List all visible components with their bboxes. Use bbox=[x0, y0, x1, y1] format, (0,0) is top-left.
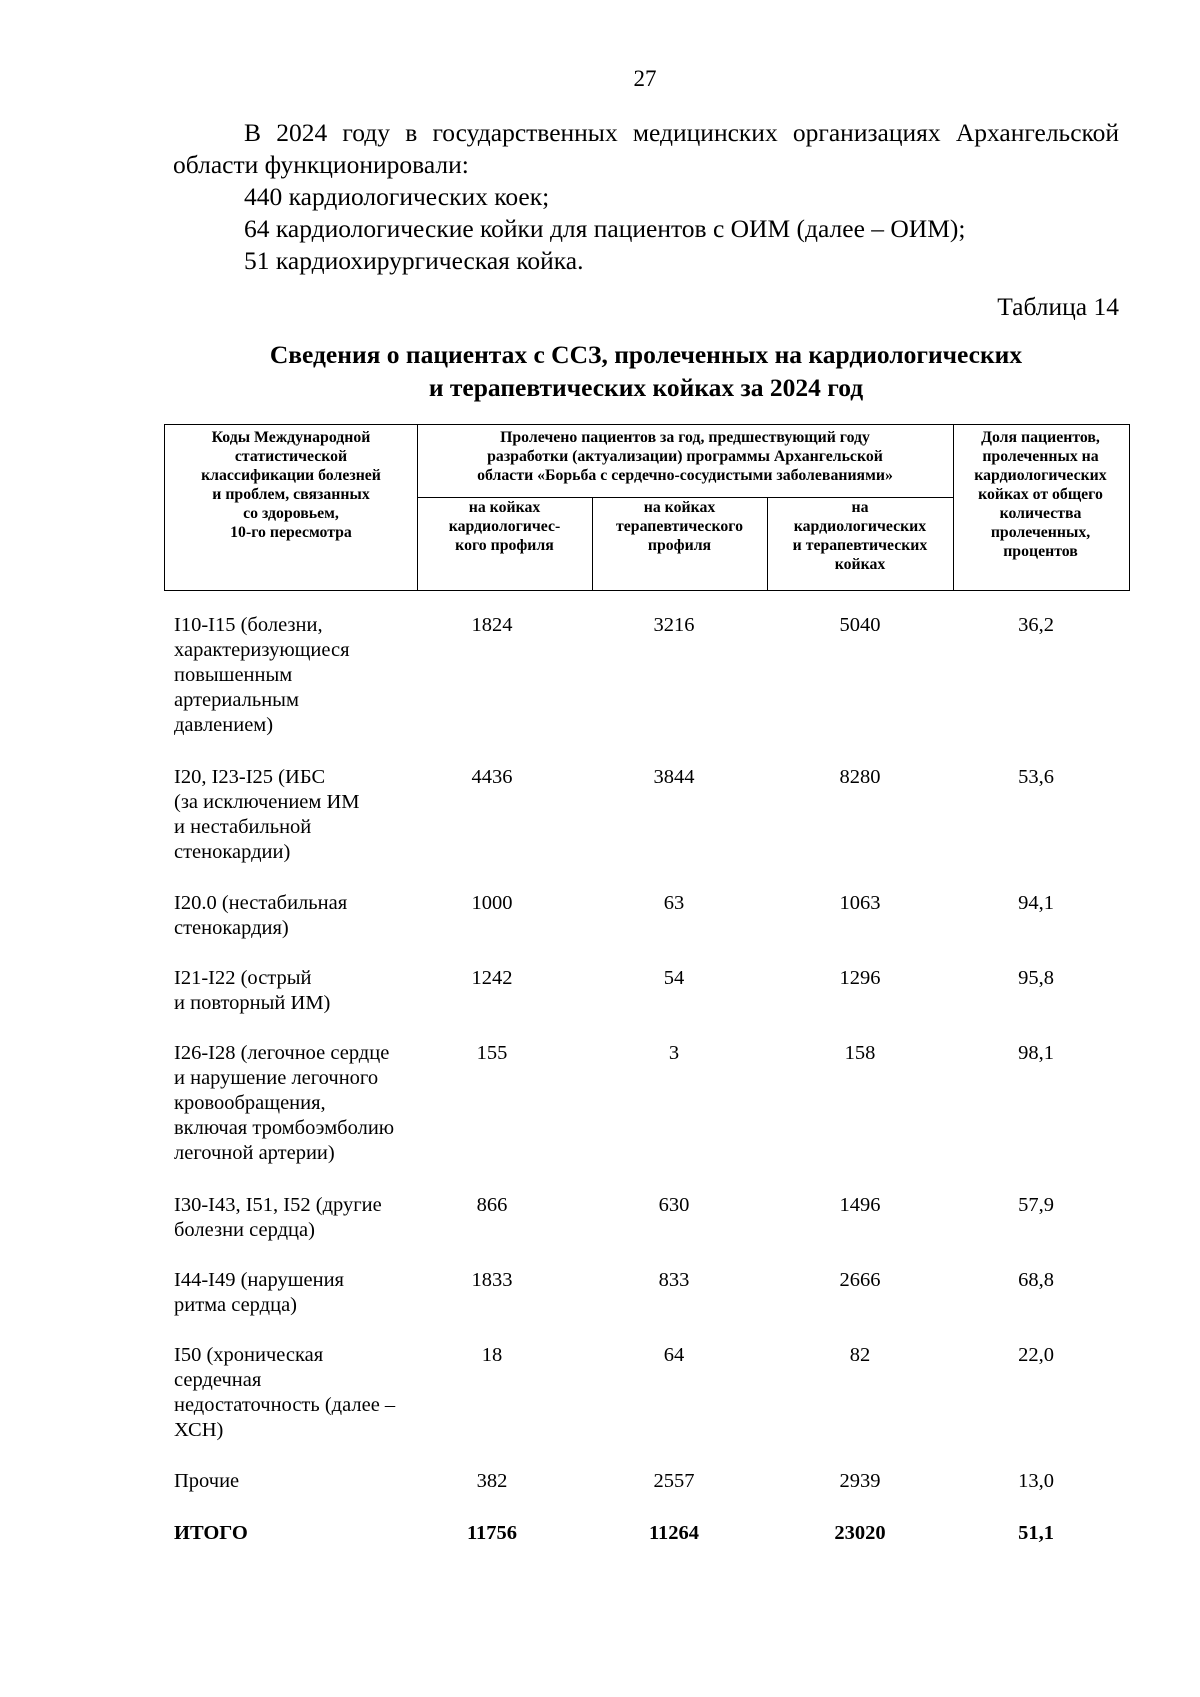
cell-cardio: 1242 bbox=[471, 967, 513, 989]
cell-both: 1296 bbox=[839, 967, 881, 989]
cell-cardio: 4436 bbox=[471, 766, 513, 788]
row-label bbox=[174, 1343, 414, 1443]
row-label-line: ритма сердца) bbox=[174, 1294, 297, 1316]
row-label bbox=[174, 891, 414, 941]
header-text: койках от общего bbox=[978, 486, 1103, 503]
header-text: Коды Международной bbox=[211, 429, 371, 446]
row-label-line: I20, I23-I25 (ИБС bbox=[174, 766, 326, 788]
total-therapeutic: 11264 bbox=[648, 1522, 700, 1544]
cell-cardio: 866 bbox=[476, 1194, 508, 1216]
cell-cardio: 18 bbox=[481, 1344, 503, 1366]
cell-both: 1496 bbox=[839, 1194, 881, 1216]
header-therapeutic bbox=[592, 498, 767, 555]
row-label bbox=[174, 1041, 414, 1166]
cell-share: 13,0 bbox=[1018, 1470, 1054, 1492]
intro-item: 64 кардиологические койки для пациентов с ОИМ (далее – ОИМ); bbox=[244, 214, 966, 243]
intro-paragraph: В 2024 году в государственных медицинских организациях Архангельской области функционировали: bbox=[173, 118, 1119, 179]
total-share: 51,1 bbox=[1018, 1522, 1054, 1544]
total-cardio: 11756 bbox=[466, 1522, 518, 1544]
header-text: пролеченных, bbox=[990, 524, 1091, 541]
row-label-line: I44-I49 (нарушения bbox=[174, 1269, 344, 1291]
row-label-line: недостаточность (далее – bbox=[174, 1394, 396, 1416]
row-label bbox=[174, 1193, 414, 1243]
table-title bbox=[173, 338, 1119, 404]
total-label: ИТОГО bbox=[174, 1522, 248, 1544]
cell-both: 158 bbox=[844, 1042, 876, 1064]
intro-item: 51 кардиохирургическая койка. bbox=[244, 246, 584, 275]
row-label-line: повышенным bbox=[174, 664, 293, 686]
row-label-line: стенокардии) bbox=[174, 841, 291, 863]
cell-both: 8280 bbox=[839, 766, 881, 788]
header-text: кардиологических bbox=[974, 467, 1107, 484]
intro-text bbox=[173, 117, 1119, 277]
cell-both: 82 bbox=[849, 1344, 871, 1366]
header-codes bbox=[165, 428, 417, 542]
header-text: классификации болезней bbox=[201, 467, 381, 484]
table-title-line: и терапевтических койках за 2024 год bbox=[428, 373, 864, 402]
row-label-line: I50 (хроническая bbox=[174, 1344, 324, 1366]
header-text: и терапевтических bbox=[792, 537, 928, 554]
row-label-line: и нестабильной bbox=[174, 816, 312, 838]
cell-share: 57,9 bbox=[1018, 1194, 1054, 1216]
header-text: и проблем, связанных bbox=[212, 486, 370, 503]
row-label bbox=[174, 765, 414, 865]
cell-therapeutic: 630 bbox=[658, 1194, 690, 1216]
table-title-line: Сведения о пациентах с ССЗ, пролеченных на кардиологических bbox=[269, 340, 1023, 369]
row-label-line: легочной артерии) bbox=[174, 1142, 335, 1164]
cell-therapeutic: 833 bbox=[658, 1269, 690, 1291]
page-number: 27 bbox=[633, 66, 657, 91]
cell-therapeutic: 63 bbox=[663, 892, 685, 914]
cell-cardio: 155 bbox=[476, 1042, 508, 1064]
row-label-line: I26-I28 (легочное сердце bbox=[174, 1042, 390, 1064]
row-label-line: включая тромбоэмболию bbox=[174, 1117, 395, 1139]
header-text: кардиологичес- bbox=[448, 518, 561, 535]
cell-cardio: 382 bbox=[476, 1470, 508, 1492]
cell-cardio: 1000 bbox=[471, 892, 513, 914]
cell-share: 68,8 bbox=[1018, 1269, 1054, 1291]
cell-cardio: 1824 bbox=[471, 614, 513, 636]
row-label bbox=[174, 613, 414, 738]
cell-both: 1063 bbox=[839, 892, 881, 914]
cell-therapeutic: 64 bbox=[663, 1344, 685, 1366]
row-label-line: I10-I15 (болезни, bbox=[174, 614, 323, 636]
header-text: на bbox=[851, 499, 869, 516]
row-label-line: давлением) bbox=[174, 714, 274, 736]
header-text: пролеченных на bbox=[982, 448, 1099, 465]
header-text: области «Борьба с сердечно-сосудистыми заболеваниями» bbox=[477, 467, 893, 484]
cell-share: 22,0 bbox=[1018, 1344, 1054, 1366]
header-group bbox=[417, 428, 953, 485]
row-label-line: сердечная bbox=[174, 1369, 262, 1391]
cell-therapeutic: 3844 bbox=[653, 766, 695, 788]
header-text: со здоровьем, bbox=[243, 505, 339, 522]
header-text: терапевтического bbox=[616, 518, 743, 535]
header-text: Доля пациентов, bbox=[981, 429, 1100, 446]
row-label-line: (за исключением ИМ bbox=[174, 791, 360, 813]
row-label-line: I21-I22 (острый bbox=[174, 967, 312, 989]
header-text: койках bbox=[834, 556, 886, 573]
header-text: процентов bbox=[1003, 543, 1078, 560]
header-text: разработки (актуализации) программы Архангельской bbox=[487, 448, 883, 465]
row-label-line: артериальным bbox=[174, 689, 299, 711]
header-both bbox=[767, 498, 953, 574]
row-label-line: и нарушение легочного bbox=[174, 1067, 379, 1089]
cell-cardio: 1833 bbox=[471, 1269, 513, 1291]
cell-therapeutic: 3 bbox=[668, 1042, 680, 1064]
header-text: на койках bbox=[468, 499, 541, 516]
header-text: 10-го пересмотра bbox=[230, 524, 352, 541]
header-text: профиля bbox=[647, 537, 712, 554]
cell-share: 98,1 bbox=[1018, 1042, 1054, 1064]
header-text: Пролечено пациентов за год, предшествующий году bbox=[500, 429, 870, 446]
header-text: статистической bbox=[234, 448, 348, 465]
header-text: кардиологических bbox=[793, 518, 927, 535]
row-label-line: I30-I43, I51, I52 (другие bbox=[174, 1194, 382, 1216]
cell-therapeutic: 3216 bbox=[653, 614, 695, 636]
intro-item: 440 кардиологических коек; bbox=[244, 182, 550, 211]
table-header bbox=[164, 424, 1130, 591]
row-label-line: кровообращения, bbox=[174, 1092, 326, 1114]
total-both: 23020 bbox=[834, 1522, 886, 1544]
header-text: кого профиля bbox=[455, 537, 554, 554]
header-text: на койках bbox=[643, 499, 716, 516]
cell-share: 36,2 bbox=[1018, 614, 1054, 636]
row-label-line: болезни сердца) bbox=[174, 1219, 315, 1241]
row-label bbox=[174, 1469, 414, 1494]
cell-share: 94,1 bbox=[1018, 892, 1054, 914]
header-cardio bbox=[417, 498, 592, 555]
row-label-line: и повторный ИМ) bbox=[174, 992, 331, 1014]
cell-both: 2939 bbox=[839, 1470, 881, 1492]
cell-share: 95,8 bbox=[1018, 967, 1054, 989]
row-label-line: ХСН) bbox=[174, 1419, 224, 1441]
header-share bbox=[953, 428, 1128, 561]
cell-therapeutic: 2557 bbox=[653, 1470, 695, 1492]
cell-therapeutic: 54 bbox=[663, 967, 685, 989]
row-label bbox=[174, 966, 414, 1016]
row-label-line: стенокардия) bbox=[174, 917, 289, 939]
row-label-line: Прочие bbox=[174, 1470, 240, 1492]
row-label-line: I20.0 (нестабильная bbox=[174, 892, 348, 914]
row-label-line: характеризующиеся bbox=[174, 639, 350, 661]
cell-both: 5040 bbox=[839, 614, 881, 636]
header-text: количества bbox=[999, 505, 1082, 522]
cell-both: 2666 bbox=[839, 1269, 881, 1291]
cell-share: 53,6 bbox=[1018, 766, 1054, 788]
row-label bbox=[174, 1268, 414, 1318]
table-label: Таблица 14 bbox=[997, 292, 1119, 321]
